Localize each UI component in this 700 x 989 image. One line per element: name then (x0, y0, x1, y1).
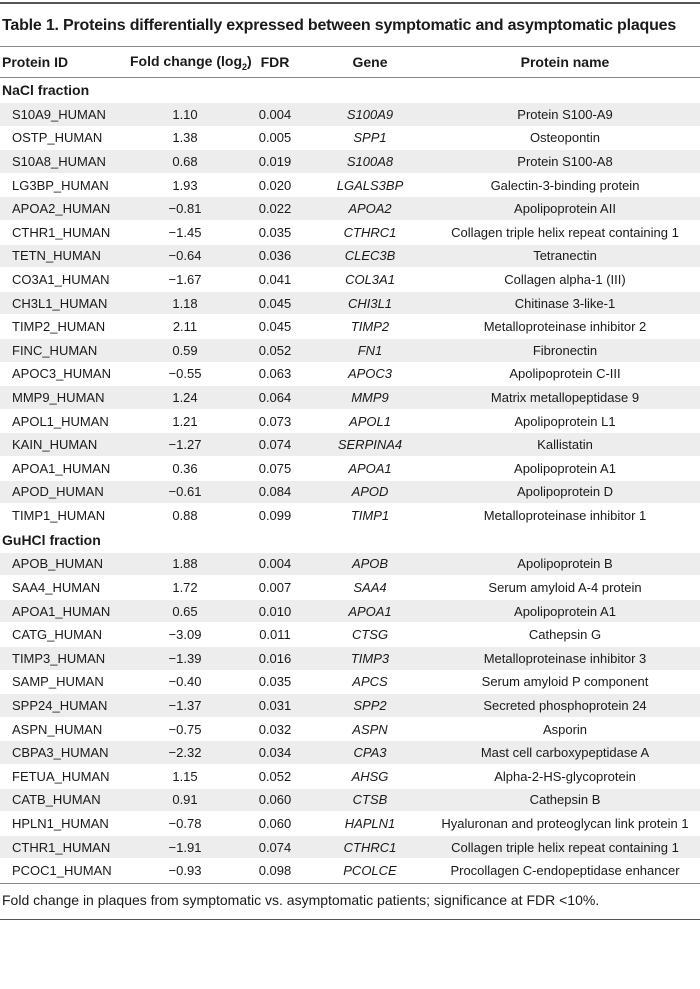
cell-gene: APOL1 (310, 409, 430, 433)
cell-protein-name: Apolipoprotein L1 (430, 409, 700, 433)
table-row (0, 741, 700, 765)
cell-protein-id: PCOC1_HUMAN (0, 859, 130, 883)
cell-fold-change: 1.10 (130, 103, 240, 127)
cell-protein-id: TIMP1_HUMAN (0, 504, 130, 528)
col-header-protein-name: Protein name (430, 47, 700, 78)
table-row (0, 599, 700, 623)
cell-gene: APOA1 (310, 456, 430, 480)
cell-fold-change: −3.09 (130, 623, 240, 647)
cell-protein-name: Asporin (430, 717, 700, 741)
cell-protein-name: Osteopontin (430, 126, 700, 150)
cell-fold-change: 0.88 (130, 504, 240, 528)
cell-fold-change: −2.32 (130, 741, 240, 765)
cell-gene: COL3A1 (310, 268, 430, 292)
table-row (0, 197, 700, 221)
cell-fold-change: −1.45 (130, 220, 240, 244)
cell-protein-id: CO3A1_HUMAN (0, 268, 130, 292)
cell-protein-name: Serum amyloid P component (430, 670, 700, 694)
cell-protein-id: TETN_HUMAN (0, 244, 130, 268)
cell-fdr: 0.041 (240, 268, 310, 292)
cell-fdr: 0.022 (240, 197, 310, 221)
table-row (0, 268, 700, 292)
cell-protein-name: Metalloproteinase inhibitor 2 (430, 315, 700, 339)
cell-fdr: 0.020 (240, 173, 310, 197)
cell-fold-change: 1.93 (130, 173, 240, 197)
cell-fdr: 0.099 (240, 504, 310, 528)
cell-protein-id: SPP24_HUMAN (0, 694, 130, 718)
cell-protein-id: OSTP_HUMAN (0, 126, 130, 150)
cell-gene: AHSG (310, 765, 430, 789)
cell-protein-id: CTHR1_HUMAN (0, 220, 130, 244)
table-row (0, 433, 700, 457)
cell-protein-id: CATG_HUMAN (0, 623, 130, 647)
cell-gene: PCOLCE (310, 859, 430, 883)
cell-fold-change: 1.21 (130, 409, 240, 433)
cell-gene: FN1 (310, 338, 430, 362)
cell-protein-name: Cathepsin B (430, 788, 700, 812)
cell-protein-name: Metalloproteinase inhibitor 3 (430, 647, 700, 671)
cell-fdr: 0.052 (240, 338, 310, 362)
cell-protein-id: TIMP3_HUMAN (0, 647, 130, 671)
cell-gene: APOC3 (310, 362, 430, 386)
cell-fdr: 0.005 (240, 126, 310, 150)
table-row (0, 456, 700, 480)
table-row (0, 315, 700, 339)
protein-table (0, 47, 700, 883)
table-row (0, 173, 700, 197)
cell-gene: SPP1 (310, 126, 430, 150)
cell-protein-id: HPLN1_HUMAN (0, 812, 130, 836)
cell-fold-change: 1.38 (130, 126, 240, 150)
cell-fdr: 0.004 (240, 552, 310, 576)
table-row (0, 338, 700, 362)
cell-gene: S100A9 (310, 103, 430, 127)
table-row (0, 670, 700, 694)
cell-fdr: 0.074 (240, 835, 310, 859)
cell-fdr: 0.060 (240, 812, 310, 836)
section-label: GuHCl fraction (0, 527, 700, 552)
cell-protein-name: Tetranectin (430, 244, 700, 268)
cell-fold-change: −0.93 (130, 859, 240, 883)
cell-fold-change: −1.27 (130, 433, 240, 457)
cell-fdr: 0.011 (240, 623, 310, 647)
cell-fdr: 0.031 (240, 694, 310, 718)
table-row (0, 504, 700, 528)
cell-protein-name: Collagen triple helix repeat containing 1 (430, 835, 700, 859)
table-row (0, 126, 700, 150)
cell-fold-change: 0.36 (130, 456, 240, 480)
cell-fdr: 0.063 (240, 362, 310, 386)
header-row (0, 47, 700, 78)
cell-protein-name: Protein S100-A8 (430, 150, 700, 174)
cell-fdr: 0.016 (240, 647, 310, 671)
section-label: NaCl fraction (0, 78, 700, 103)
cell-gene: APOB (310, 552, 430, 576)
cell-fold-change: −0.75 (130, 717, 240, 741)
table-row (0, 244, 700, 268)
table-row (0, 717, 700, 741)
cell-protein-id: CATB_HUMAN (0, 788, 130, 812)
cell-protein-name: Fibronectin (430, 338, 700, 362)
col-header-gene: Gene (310, 47, 430, 78)
cell-fdr: 0.035 (240, 670, 310, 694)
cell-protein-name: Procollagen C-endopeptidase enhancer (430, 859, 700, 883)
table-row (0, 647, 700, 671)
table-row (0, 576, 700, 600)
cell-fdr: 0.034 (240, 741, 310, 765)
cell-gene: APCS (310, 670, 430, 694)
cell-protein-name: Collagen alpha-1 (III) (430, 268, 700, 292)
cell-gene: CTSG (310, 623, 430, 647)
section-header-row (0, 527, 700, 552)
cell-protein-name: Protein S100-A9 (430, 103, 700, 127)
cell-gene: APOA2 (310, 197, 430, 221)
cell-protein-id: SAMP_HUMAN (0, 670, 130, 694)
cell-protein-name: Apolipoprotein A1 (430, 456, 700, 480)
cell-fold-change: −0.81 (130, 197, 240, 221)
cell-protein-name: Apolipoprotein A1 (430, 599, 700, 623)
cell-fdr: 0.045 (240, 291, 310, 315)
cell-gene: CLEC3B (310, 244, 430, 268)
cell-gene: S100A8 (310, 150, 430, 174)
cell-protein-id: APOA2_HUMAN (0, 197, 130, 221)
cell-protein-id: FETUA_HUMAN (0, 765, 130, 789)
cell-fdr: 0.036 (240, 244, 310, 268)
cell-gene: SAA4 (310, 576, 430, 600)
cell-fdr: 0.060 (240, 788, 310, 812)
table-row (0, 694, 700, 718)
cell-gene: TIMP2 (310, 315, 430, 339)
cell-fdr: 0.032 (240, 717, 310, 741)
cell-fold-change: −0.61 (130, 480, 240, 504)
cell-protein-id: ASPN_HUMAN (0, 717, 130, 741)
cell-protein-id: MMP9_HUMAN (0, 386, 130, 410)
cell-gene: APOA1 (310, 599, 430, 623)
cell-protein-id: APOC3_HUMAN (0, 362, 130, 386)
col-header-protein-id: Protein ID (0, 47, 130, 78)
cell-protein-name: Secreted phosphoprotein 24 (430, 694, 700, 718)
cell-fold-change: −0.55 (130, 362, 240, 386)
cell-protein-id: CH3L1_HUMAN (0, 291, 130, 315)
table-row (0, 386, 700, 410)
cell-protein-name: Galectin-3-binding protein (430, 173, 700, 197)
cell-gene: CTHRC1 (310, 835, 430, 859)
table-row (0, 220, 700, 244)
cell-protein-id: CBPA3_HUMAN (0, 741, 130, 765)
table-row (0, 859, 700, 883)
cell-fold-change: 1.72 (130, 576, 240, 600)
cell-fold-change: 1.24 (130, 386, 240, 410)
cell-fdr: 0.075 (240, 456, 310, 480)
cell-protein-id: S10A9_HUMAN (0, 103, 130, 127)
bottom-rule (0, 919, 700, 920)
cell-protein-id: LG3BP_HUMAN (0, 173, 130, 197)
cell-fold-change: −1.91 (130, 835, 240, 859)
col-header-fold-change (130, 47, 252, 78)
cell-fdr: 0.004 (240, 103, 310, 127)
cell-fold-change: 0.65 (130, 599, 240, 623)
cell-protein-name: Mast cell carboxypeptidase A (430, 741, 700, 765)
cell-fold-change: 1.18 (130, 291, 240, 315)
cell-protein-id: APOA1_HUMAN (0, 599, 130, 623)
cell-protein-name: Apolipoprotein B (430, 552, 700, 576)
cell-fold-change: 0.68 (130, 150, 240, 174)
cell-fold-change: −0.78 (130, 812, 240, 836)
cell-protein-id: CTHR1_HUMAN (0, 835, 130, 859)
cell-fdr: 0.019 (240, 150, 310, 174)
cell-protein-id: S10A8_HUMAN (0, 150, 130, 174)
cell-protein-id: FINC_HUMAN (0, 338, 130, 362)
cell-protein-id: APOA1_HUMAN (0, 456, 130, 480)
fold-change-label: Fold change (log (130, 52, 242, 69)
cell-fold-change: −1.39 (130, 647, 240, 671)
cell-gene: TIMP3 (310, 647, 430, 671)
cell-gene: APOD (310, 480, 430, 504)
cell-protein-name: Hyaluronan and proteoglycan link protein 1 (430, 812, 700, 836)
cell-protein-name: Apolipoprotein D (430, 480, 700, 504)
cell-fold-change: 2.11 (130, 315, 240, 339)
cell-fdr: 0.064 (240, 386, 310, 410)
cell-fold-change: 0.91 (130, 788, 240, 812)
cell-protein-id: APOL1_HUMAN (0, 409, 130, 433)
cell-protein-name: Kallistatin (430, 433, 700, 457)
table-row (0, 812, 700, 836)
cell-fold-change: −0.64 (130, 244, 240, 268)
table-footnote: Fold change in plaques from symptomatic vs. asymptomatic patients; significance at FDR <10%. (0, 883, 700, 913)
cell-fdr: 0.045 (240, 315, 310, 339)
cell-fold-change: 1.15 (130, 765, 240, 789)
table-row (0, 623, 700, 647)
cell-fold-change: 0.59 (130, 338, 240, 362)
cell-gene: TIMP1 (310, 504, 430, 528)
cell-protein-name: Apolipoprotein C-III (430, 362, 700, 386)
cell-fdr: 0.035 (240, 220, 310, 244)
log-subscript: 2 (242, 61, 248, 72)
table-row (0, 150, 700, 174)
cell-fdr: 0.073 (240, 409, 310, 433)
table-row (0, 362, 700, 386)
fold-change-close: ) (247, 52, 252, 69)
cell-gene: ASPN (310, 717, 430, 741)
table-row (0, 788, 700, 812)
cell-protein-id: APOB_HUMAN (0, 552, 130, 576)
cell-protein-name: Apolipoprotein AII (430, 197, 700, 221)
cell-gene: MMP9 (310, 386, 430, 410)
cell-gene: CTSB (310, 788, 430, 812)
cell-gene: SERPINA4 (310, 433, 430, 457)
cell-protein-id: APOD_HUMAN (0, 480, 130, 504)
table-row (0, 765, 700, 789)
cell-gene: CHI3L1 (310, 291, 430, 315)
cell-fdr: 0.010 (240, 599, 310, 623)
cell-fdr: 0.098 (240, 859, 310, 883)
cell-fold-change: 1.88 (130, 552, 240, 576)
cell-gene: CTHRC1 (310, 220, 430, 244)
cell-protein-name: Matrix metallopeptidase 9 (430, 386, 700, 410)
cell-gene: HAPLN1 (310, 812, 430, 836)
cell-fdr: 0.052 (240, 765, 310, 789)
cell-protein-id: KAIN_HUMAN (0, 433, 130, 457)
cell-protein-name: Collagen triple helix repeat containing 1 (430, 220, 700, 244)
cell-protein-name: Alpha-2-HS-glycoprotein (430, 765, 700, 789)
cell-fold-change: −0.40 (130, 670, 240, 694)
table-row (0, 552, 700, 576)
cell-protein-id: TIMP2_HUMAN (0, 315, 130, 339)
section-header-row (0, 78, 700, 103)
table-row (0, 480, 700, 504)
cell-gene: CPA3 (310, 741, 430, 765)
table-body (0, 78, 700, 883)
cell-fdr: 0.084 (240, 480, 310, 504)
cell-protein-name: Serum amyloid A-4 protein (430, 576, 700, 600)
cell-fold-change: −1.67 (130, 268, 240, 292)
cell-gene: SPP2 (310, 694, 430, 718)
cell-fold-change: −1.37 (130, 694, 240, 718)
table-row (0, 409, 700, 433)
table-row (0, 103, 700, 127)
table-row (0, 835, 700, 859)
cell-fdr: 0.074 (240, 433, 310, 457)
cell-gene: LGALS3BP (310, 173, 430, 197)
cell-protein-name: Metalloproteinase inhibitor 1 (430, 504, 700, 528)
cell-protein-name: Cathepsin G (430, 623, 700, 647)
cell-protein-id: SAA4_HUMAN (0, 576, 130, 600)
table-title: Table 1. Proteins differentially expressed between symptomatic and asymptomatic plaques (2, 17, 677, 34)
table-row (0, 291, 700, 315)
cell-protein-name: Chitinase 3-like-1 (430, 291, 700, 315)
cell-fdr: 0.007 (240, 576, 310, 600)
col-header-fdr: FDR (240, 47, 310, 78)
